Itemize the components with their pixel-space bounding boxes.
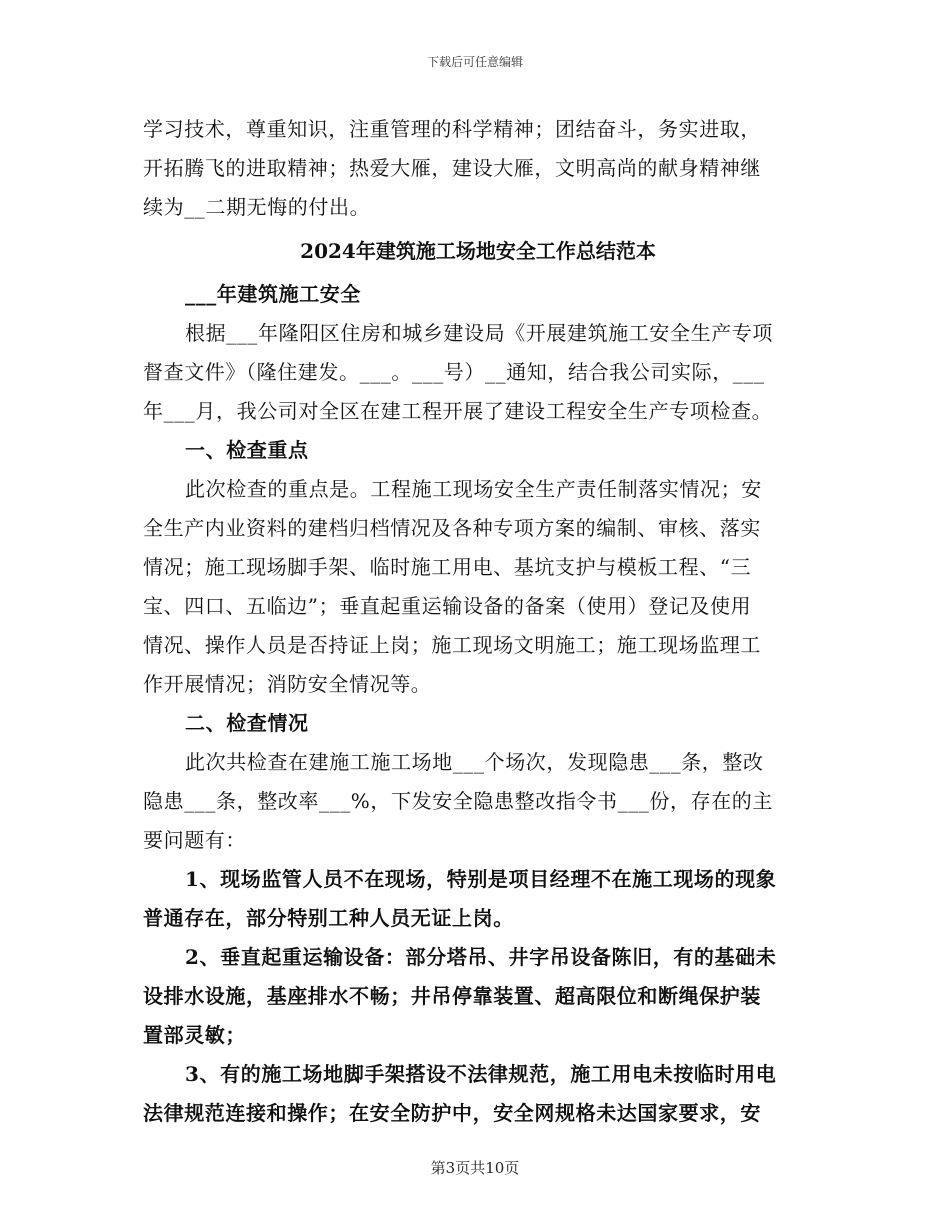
issue-item-1 xyxy=(143,860,813,938)
text-line: 续为__二期无悔的付出。 xyxy=(143,195,371,219)
issue-item-2 xyxy=(143,938,813,1055)
text-line: 开拓腾飞的进取精神；热爱大雁，建设大雁，文明高尚的献身精神继 xyxy=(143,156,761,180)
page-footer: 第3页共10页 xyxy=(430,1159,520,1177)
text-line: 设排水设施，基座排水不畅；井吊停靠装置、超高限位和断绳保护装 xyxy=(143,984,761,1008)
text-line: 全生产内业资料的建档归档情况及各种专项方案的编制、审核、落实 xyxy=(143,516,761,540)
document-body xyxy=(143,110,813,1133)
text-line: 学习技术，尊重知识，注重管理的科学精神；团结奋斗，务实进取， xyxy=(143,117,761,141)
text-line: 1、现场监管人员不在现场，特别是项目经理不在施工现场的现象 xyxy=(185,867,777,891)
text-line: 此次共检查在建施工施工场地___个场次，发现隐患___条，整改 xyxy=(185,750,764,774)
text-line: 隐患___条，整改率___%，下发安全隐患整改指令书___份，存在的主 xyxy=(143,789,774,813)
text-line: 宝、四口、五临边”；垂直起重运输设备的备案（使用）登记及使用 xyxy=(143,594,752,618)
page-header: 下载后可任意编辑 xyxy=(426,55,523,69)
paragraph-basis xyxy=(143,314,813,431)
intro-paragraph xyxy=(143,110,813,227)
section-heading-inspection-status: 二、检查情况 xyxy=(185,711,309,735)
text-line: 置部灵敏； xyxy=(143,1023,246,1047)
text-line: 情况；施工现场脚手架、临时施工用电、基坑支护与模板工程、“三 xyxy=(143,555,752,579)
text-line: 年___月，我公司对全区在建工程开展了建设工程安全生产专项检查。 xyxy=(143,399,773,423)
text-line: 2、垂直起重运输设备：部分塔吊、井字吊设备陈旧，有的基础未 xyxy=(185,945,777,969)
text-line: 要问题有： xyxy=(143,828,246,852)
subtitle: ___年建筑施工安全 xyxy=(185,282,361,306)
text-line: 情况、操作人员是否持证上岗；施工现场文明施工；施工现场监理工 xyxy=(143,633,761,657)
issue-item-3 xyxy=(143,1055,813,1133)
section-heading-inspection-focus: 一、检查重点 xyxy=(185,438,309,462)
text-line: 3、有的施工场地脚手架搭设不法律规范，施工用电未按临时用电 xyxy=(185,1062,777,1086)
text-line: 此次检查的重点是。工程施工现场安全生产责任制落实情况；安 xyxy=(185,477,762,501)
text-line: 法律规范连接和操作；在安全防护中，安全网规格未达国家要求，安 xyxy=(143,1101,761,1125)
text-line: 普通存在，部分特别工种人员无证上岗。 xyxy=(143,906,514,930)
text-line: 作开展情况；消防安全情况等。 xyxy=(143,672,432,696)
text-line: 督查文件》（隆住建发。___。___号）__通知，结合我公司实际，___ xyxy=(143,360,765,384)
text-line: 根据___年隆阳区住房和城乡建设局《开展建筑施工安全生产专项 xyxy=(185,321,773,345)
paragraph-inspection-focus xyxy=(143,470,813,704)
document-title: 2024年建筑施工场地安全工作总结范本 xyxy=(300,239,656,263)
paragraph-inspection-status xyxy=(143,743,813,860)
